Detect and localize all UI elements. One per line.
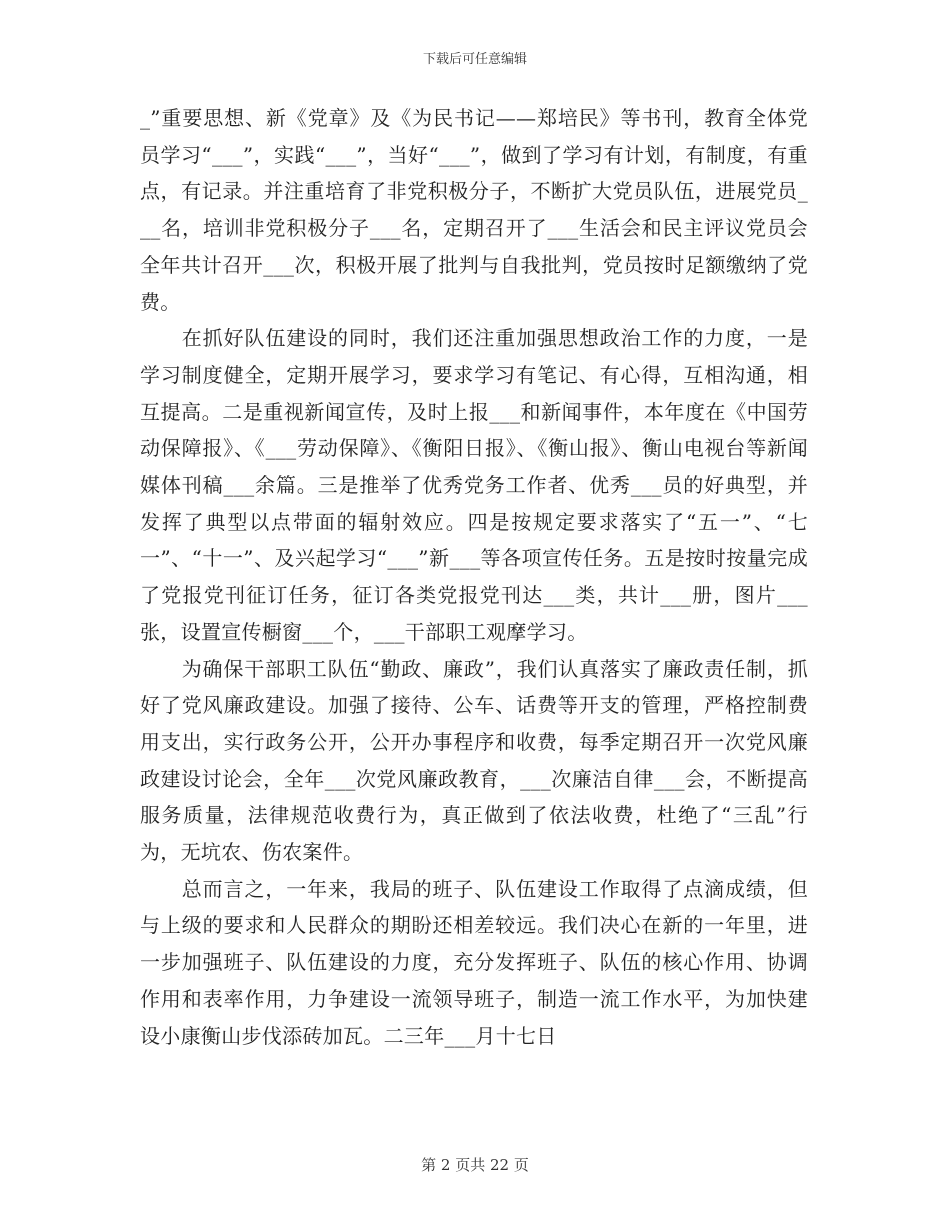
page-header: 下载后可任意编辑 (422, 52, 527, 67)
paragraph-clean-governance: 为确保干部职工队伍“勤政、廉政”，我们认真落实了廉政责任制，抓好了党风廉政建设。加强了接待、公车、话费等开支的管理，严格控制费用支出，实行政务公开，公开办事程序和收费，每季定期召开一次党风廉政建设讨论会，全年___次党风廉政教育，___次廉洁自律___会，不断提高服务质量，法律规范收费行为，真正做到了依法收费，杜绝了“三乱”行为，无坑农、伤农案件。 (140, 656, 808, 865)
document-body (140, 100, 808, 1054)
paragraph-team-building: 在抓好队伍建设的同时，我们还注重加强思想政治工作的力度，一是学习制度健全，定期开展学习，要求学习有笔记、有心得，互相沟通，相互提高。二是重视新闻宣传，及时上报___和新闻事件，本年度在《中国劳动保障报》、《___劳动保障》、《衡阳日报》、《衡山报》、衡山电视台等新闻媒体刊稿___余篇。三是推举了优秀党务工作者、优秀___员的好典型，并发挥了典型以点带面的辐射效应。四是按规定要求落实了“五一”、“七一”、“十一”、及兴起学习“___”新___等各项宣传任务。五是按时按量完成了党报党刊征订任务，征订各类党报党刊达___类，共计___册，图片___张，设置宣传橱窗___个，___干部职工观摩学习。 (140, 326, 808, 644)
paragraph-party-study: _”重要思想、新《党章》及《为民书记——郑培民》等书刊，教育全体党员学习“___”，实践“___”，当好“___”，做到了学习有计划，有制度，有重点，有记录。并注重培育了非党积极分子，不断扩大党员队伍，进展党员___名，培训非党积极分子___名，定期召开了___生活会和民主评议党员会全年共计召开___次，积极开展了批判与自我批判，党员按时足额缴纳了党费。 (140, 106, 808, 314)
paragraph-conclusion: 总而言之，一年来，我局的班子、队伍建设工作取得了点滴成绩，但与上级的要求和人民群众的期盼还相差较远。我们决心在新的一年里，进一步加强班子、队伍建设的力度，充分发挥班子、队伍的核心作用、协调作用和表率作用，力争建设一流领导班子，制造一流工作水平，为加快建设小康衡山步伐添砖加瓦。二三年___月十七日 (140, 876, 808, 1048)
page-number: 第 2 页共 22 页 (421, 1156, 529, 1174)
